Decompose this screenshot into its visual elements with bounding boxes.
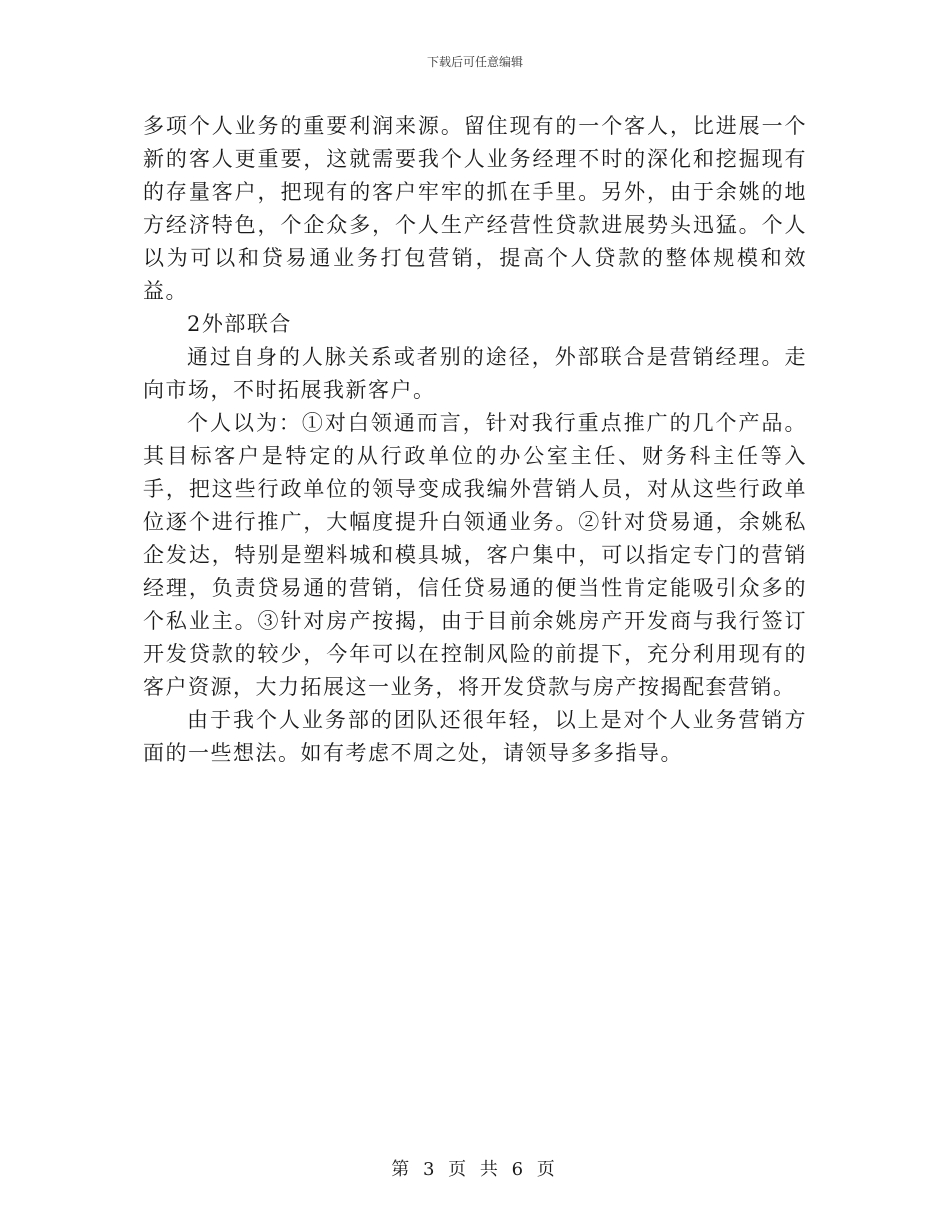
paragraph-continuation: 多项个人业务的重要利润来源。留住现有的一个客人，比进展一个新的客人更重要，这就需要我个人业务经理不时的深化和挖掘现有的存量客户，把现有的客户牢牢的抓在手里。另外，由于余姚的地方经济特色，个企众多，个人生产经营性贷款进展势头迅猛。个人以为可以和贷易通业务打包营销，提高个人贷款的整体规模和效益。	[143, 114, 807, 303]
document-body	[143, 110, 807, 770]
page-number: 第 3 页 共 6 页	[391, 1159, 559, 1180]
paragraph-personal-opinion: 个人以为：①对白领通而言，针对我行重点推广的几个产品。其目标客户是特定的从行政单位的办公室主任、财务科主任等入手，把这些行政单位的领导变成我编外营销人员，对从这些行政单位逐个进行推广，大幅度提升白领通业务。②针对贷易通，余姚私企发达，特别是塑料城和模具城，客户集中，可以指定专门的营销经理，负责贷易通的营销，信任贷易通的便当性肯定能吸引众多的个私业主。③针对房产按揭，由于目前余姚房产开发商与我行签订开发贷款的较少，今年可以在控制风险的前提下，充分利用现有的客户资源，大力拓展这一业务，将开发贷款与房产按揭配套营销。	[143, 411, 807, 699]
paragraph-conclusion: 由于我个人业务部的团队还很年轻，以上是对个人业务营销方面的一些想法。如有考虑不周之处，请领导多多指导。	[143, 708, 807, 765]
section-heading: 2外部联合	[187, 312, 292, 336]
paragraph-external-cooperation: 通过自身的人脉关系或者别的途径，外部联合是营销经理。走向市场，不时拓展我新客户。	[143, 345, 807, 402]
page-header-note: 下载后可任意编辑	[426, 55, 523, 69]
